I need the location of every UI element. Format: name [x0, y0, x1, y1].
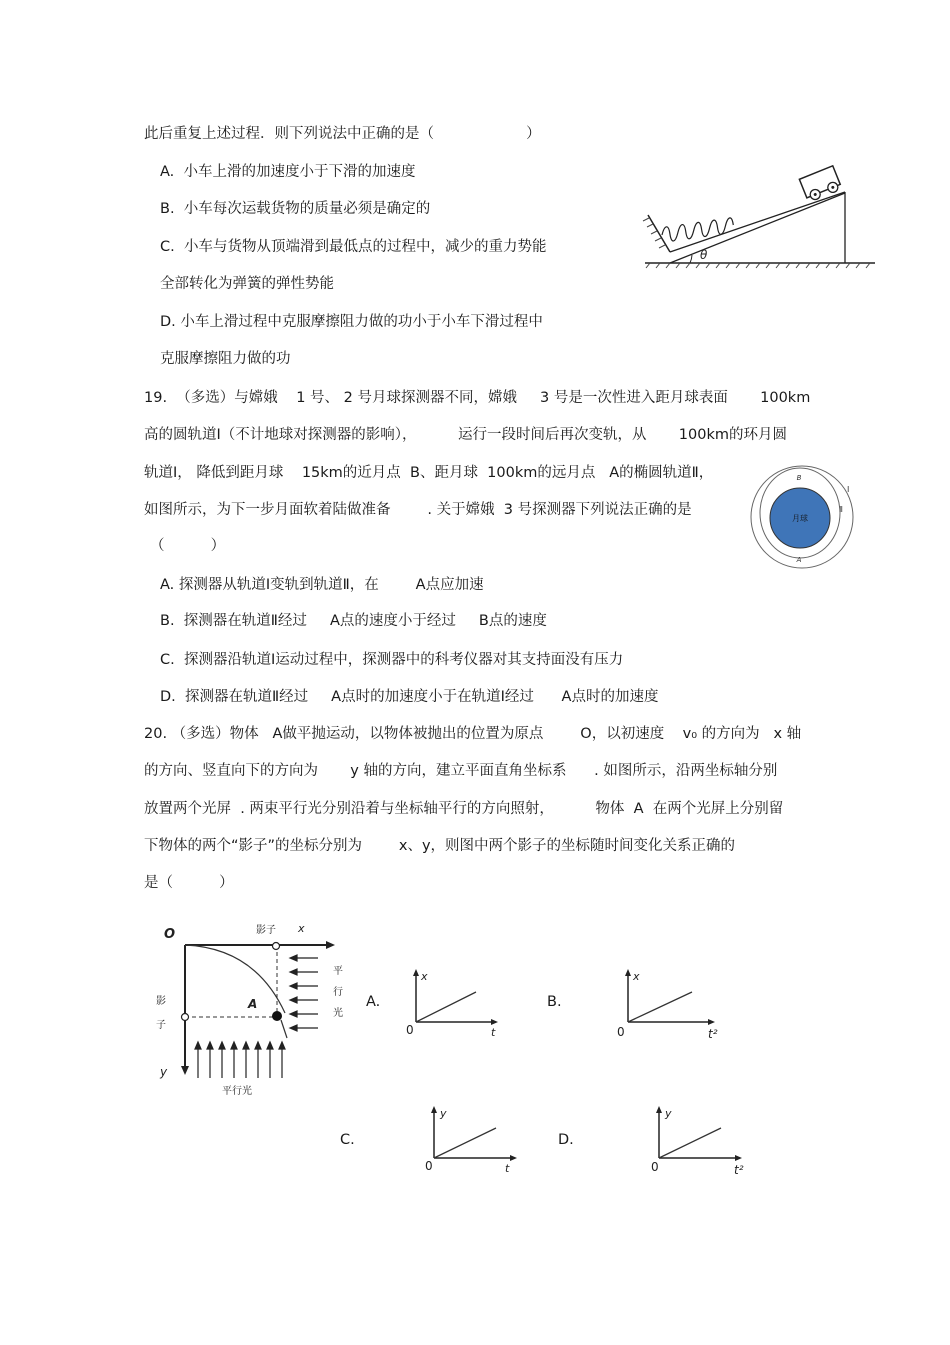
point-a-label: A	[796, 556, 802, 564]
q18-option-c: C. 小车与货物从顶端滑到最低点的过程中，减少的重力势能	[160, 239, 547, 255]
q19-stem-line-2: 高的圆轨道Ⅰ（不计地球对探测器的影响）， 运行一段时间后再次变轨，从 100km的环月圆	[144, 427, 787, 443]
graph-a-x-vs-t	[398, 964, 508, 1038]
q19-stem-line-3: 轨道Ⅰ， 降低到距月球 15km的近月点 B、距月球 100km的远月点 A的椭圆轨道Ⅱ，	[144, 465, 714, 481]
y-axis-label: y	[160, 1065, 168, 1079]
q18-stem-end: 此后重复上述过程．则下列说法中正确的是（ ）	[144, 126, 541, 142]
q19-option-a: A. 探测器从轨道Ⅰ变轨到轨道Ⅱ，在 A点应加速	[160, 577, 484, 593]
incline-spring-figure	[640, 160, 880, 270]
light-right-label-2: 行	[333, 987, 343, 998]
q18-option-a: A. 小车上滑的加速度小于下滑的加速度	[160, 164, 416, 180]
graph-a-label: A.	[366, 994, 381, 1010]
projectile-shadow-figure	[150, 918, 355, 1100]
q19-option-c: C. 探测器沿轨道Ⅰ运动过程中，探测器中的科考仪器对其支持面没有压力	[160, 652, 624, 668]
graph-d-origin: 0	[651, 1160, 659, 1174]
graph-d-label: D.	[558, 1132, 574, 1148]
graph-c-horizontal-label: t	[505, 1162, 510, 1175]
orbit-i-label: Ⅰ	[847, 485, 850, 494]
q20-stem-line-5: 是（ ）	[144, 875, 234, 891]
angle-theta-label: θ	[700, 248, 708, 262]
q18-option-b: B. 小车每次运载货物的质量必须是确定的	[160, 201, 431, 217]
x-axis-label: x	[298, 922, 305, 935]
graph-b-origin: 0	[617, 1025, 625, 1039]
q19-answer-bracket: （ ）	[150, 538, 226, 554]
q20-stem-line-4: 下物体的两个“影子”的坐标分别为 x、y，则图中两个影子的坐标随时间变化关系正确的	[144, 838, 736, 854]
graph-c-origin: 0	[425, 1159, 433, 1173]
point-b-label: B	[796, 474, 802, 482]
graph-c-vertical-label: y	[440, 1107, 447, 1120]
q19-stem-line-4: 如图所示，为下一步月面软着陆做准备 . 关于嫦娥 3 号探测器下列说法正确的是	[144, 502, 692, 518]
graph-a-horizontal-label: t	[491, 1026, 496, 1039]
graph-b-x-vs-t-squared	[610, 964, 730, 1040]
shadow-top-label: 影子	[256, 925, 276, 936]
graph-b-horizontal-label: t²	[708, 1027, 718, 1041]
moon-label: 月球	[792, 514, 808, 523]
graph-a-vertical-label: x	[421, 970, 428, 983]
shadow-left-label-2: 子	[156, 1020, 166, 1031]
q20-stem-line-2: 的方向、竖直向下的方向为 y 轴的方向，建立平面直角坐标系 . 如图所示，沿两坐标轴分别	[144, 763, 778, 779]
q18-option-d-cont: 克服摩擦阻力做的功	[160, 351, 291, 367]
q20-stem-line-1: 20. （多选）物体 A做平抛运动，以物体被抛出的位置为原点 O，以初速度 v₀ 的方向为 x 轴	[144, 726, 802, 742]
object-a-label: A	[248, 997, 258, 1011]
shadow-left-label-1: 影	[156, 996, 166, 1007]
q19-stem-line-1: 19. （多选）与嫦娥 1 号、 2 号月球探测器不同，嫦娥 3 号是一次性进入距月球表面 100km	[144, 390, 811, 406]
q20-stem-line-3: 放置两个光屏 . 两束平行光分别沿着与坐标轴平行的方向照射， 物体 A 在两个光屏上分别留	[144, 801, 784, 817]
graph-c-label: C.	[340, 1132, 355, 1148]
graph-d-horizontal-label: t²	[734, 1163, 744, 1177]
lunar-orbit-figure	[748, 462, 860, 568]
origin-o-label: O	[164, 927, 176, 942]
orbit-ii-label: Ⅱ	[839, 505, 843, 514]
graph-b-label: B.	[547, 994, 562, 1010]
graph-d-y-vs-t-squared	[645, 1102, 760, 1178]
q18-option-c-cont: 全部转化为弹簧的弹性势能	[160, 276, 334, 292]
q19-option-d: D. 探测器在轨道Ⅱ经过 A点时的加速度小于在轨道Ⅰ经过 A点时的加速度	[160, 689, 659, 705]
light-bottom-label: 平行光	[222, 1086, 252, 1097]
graph-d-vertical-label: y	[665, 1107, 672, 1120]
graph-c-y-vs-t	[420, 1102, 530, 1176]
graph-b-vertical-label: x	[633, 970, 640, 983]
light-right-label-1: 平	[333, 966, 343, 977]
graph-a-origin: 0	[406, 1023, 414, 1037]
q18-option-d: D. 小车上滑过程中克服摩擦阻力做的功小于小车下滑过程中	[160, 314, 543, 330]
q19-option-b: B. 探测器在轨道Ⅱ经过 A点的速度小于经过 B点的速度	[160, 613, 547, 629]
light-right-label-3: 光	[333, 1008, 343, 1019]
